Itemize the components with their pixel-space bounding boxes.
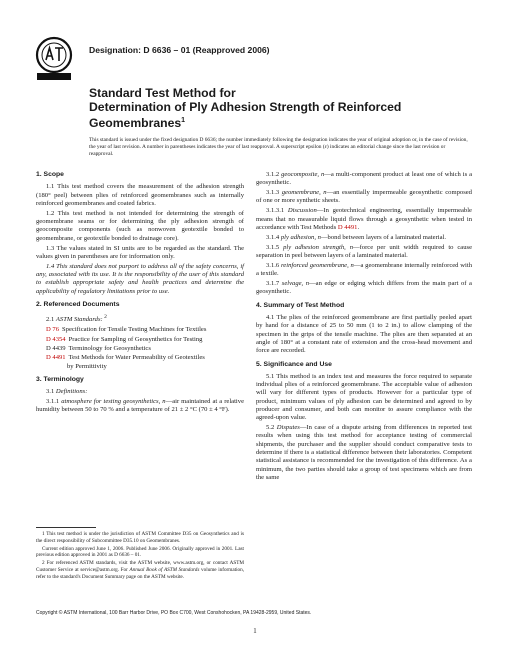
para-3-1-1-term: atmosphere for testing geosynthetics, n [61, 397, 166, 405]
reference-code-link[interactable]: D 4354 [46, 335, 66, 343]
footnote-2 [36, 560, 244, 580]
reference-item [46, 354, 244, 371]
para-3-1-6-text: —a geomembrane internally reinforced with a textile. [256, 261, 472, 278]
para-3-1-num: 3.1 [46, 388, 56, 396]
left-column [36, 171, 244, 416]
para-3-1-7 [256, 280, 472, 297]
para-3-1-3-1-end: . [357, 223, 360, 231]
para-3-1-3-term: geomembrane, n [281, 189, 327, 197]
footnote-2-a: 2 For referenced ASTM standards, visit the ASTM website, www.astm.org, or contact ASTM Customer Service at service@astm.org. For [36, 560, 244, 573]
reference-item [46, 345, 244, 353]
para-4-1: 4.1 The plies of the reinforced geomembrane are first partially peeled apart by hand for a distance of 25 to 50 mm (1 to 2 in.) to allow clamping of the specimen in the grips of the tensile machine. The plies are then separated at an angle of 180° at a constant rate of extension and the cross-head movement and force are recorded. [256, 314, 472, 355]
para-1-4 [36, 263, 244, 296]
footnote-1-edition: Current edition approved June 1, 2006. Published June 2006. Originally approved in 2001. Last previous edition approved in 2001 as D 6636 – 01. [36, 545, 244, 559]
reference-title: Specification for Tensile Testing Machines for Textiles [62, 326, 207, 334]
para-5-2-num: 5.2 [266, 424, 277, 432]
section-terminology-heading: 3. Terminology [36, 375, 84, 383]
para-3-1-1 [36, 398, 244, 415]
section-referenced-documents-heading: 2. Referenced Documents [36, 300, 120, 308]
title-footnote-mark: 1 [181, 117, 186, 124]
reference-code-link[interactable]: D 4491 [46, 354, 66, 362]
para-3-1-3 [256, 189, 472, 206]
reference-title: Test Methods for Water Permeability of Geotextiles [68, 354, 205, 362]
para-3-1-4-num: 3.1.4 [266, 233, 281, 241]
reference-item [46, 336, 244, 344]
title-line-1: Standard Test Method for [89, 86, 236, 100]
para-1-1: 1.1 This test method covers the measurement of the adhesion strength (180° peel) between plies of reinforced geomembranes such as internally reinforced geomembranes and coated fabrics. [36, 183, 244, 207]
para-3-1-7-term: selvage, n [281, 280, 310, 288]
para-2-1-label: ASTM Standards: [55, 316, 103, 324]
copyright-notice: Copyright © ASTM International, 100 Barr Harbor Drive, PO Box C700, West Conshohocken, PA 19428-2959, United States. [36, 610, 312, 616]
para-3-1-2-term: geocomposite, n [281, 171, 325, 178]
para-3-1-3-text: —an essentially impermeable geosynthetic composed of one or more synthetic sheets. [256, 189, 472, 205]
para-3-1-4 [256, 234, 472, 242]
astm-logo [34, 36, 74, 82]
designation: Designation: D 6636 – 01 (Reapproved 2006) [89, 45, 270, 55]
para-1-4-text: 1.4 This standard does not purport to address all of the safety concerns, if any, associated with its use. It is the responsibility of the user of this standard to establish appropriate safety and health practices and determine the applicability of regulatory limitations prior to use. [36, 262, 244, 295]
para-3-1-2 [256, 171, 472, 188]
reference-title-continued: by Permittivity [67, 362, 107, 370]
para-3-1-5-text: —force per unit width required to cause separation in peel between layers of a laminated material. [256, 243, 472, 260]
para-3-1-6-term: reinforced geomembrane, n [280, 261, 354, 269]
para-3-1-5 [256, 244, 472, 261]
para-3-1-3-1-text: —In geotechnical engineering, essentially impermeable means that no measurable liquid flows through a geosynthetic when tested in accordance with Test Methods [256, 207, 472, 231]
para-2-1-num: 2.1 [46, 316, 56, 324]
footnotes [36, 531, 244, 582]
section-scope-heading: 1. Scope [36, 171, 64, 178]
para-3-1 [36, 388, 244, 396]
reference-link-d4491[interactable]: D 4491 [337, 223, 358, 231]
para-3-1-1-num: 3.1.1 [46, 397, 62, 405]
para-5-2 [256, 424, 472, 482]
para-3-1-5-num: 3.1.5 [266, 243, 284, 251]
para-3-1-2-num: 3.1.2 [266, 171, 282, 178]
para-3-1-3-1 [256, 207, 472, 232]
para-3-1-7-text: —an edge or edging which differs from the main part of a geosynthetic. [256, 280, 472, 296]
para-3-1-4-term: ply adhesion, n [280, 233, 321, 241]
right-column [256, 171, 472, 484]
para-5-2-term: Disputes [276, 424, 300, 432]
para-3-1-2-text: —a multi-component product at least one of which is a geosynthetic. [256, 171, 472, 187]
para-5-2-text: —In case of a dispute arising from differences in reported test results when using this test method for acceptance testing of commercial shipments, the purchaser and the supplier should conduct comparative tests to determine if there is a statistical difference between their laboratories. Competent statistical assistance is recommended for the investigation of this difference. As a minimum, the two parties should take a group of test specimens which are from the same [256, 424, 472, 481]
footnote-divider [36, 527, 96, 528]
section-summary-heading: 4. Summary of Test Method [256, 301, 345, 309]
footnote-2-italic: Annual Book of ASTM Standards [129, 566, 200, 573]
document-title [89, 86, 469, 130]
reference-item [46, 326, 244, 334]
para-3-1-1-text: —air maintained at a relative humidity between 50 to 70 % and a temperature of 21 ± 2 °C (70 ± 4 °F). [36, 397, 244, 414]
title-line-2: Determination of Ply Adhesion Strength of Reinforced [89, 100, 402, 114]
issuance-note: This standard is issued under the fixed designation D 6636; the number immediately following the designation indicates the year of original adoption or, in the case of revision, the year of last revision. A number in parentheses indicates the year of last reapproval. A superscript epsilon (ε) indicates an editorial change since the last revision or reapproval. [89, 137, 468, 157]
para-2-1 [36, 313, 244, 324]
para-5-1: 5.1 This method is an index test and measures the force required to separate individual plies of a reinforced geomembrane. The acceptable value of adhesion will vary for different types of products. However for a particular type of product, minimum values of ply adhesion can be determined and agreed to by producer and consumer, and both can monitor to assure compliance with the agreed-upon value. [256, 372, 472, 422]
reference-code-link[interactable]: D 76 [46, 326, 60, 334]
page-number: 1 [253, 628, 257, 635]
para-3-1-6 [256, 262, 472, 279]
title-line-3: Geomembranes [89, 116, 182, 131]
footnote-2-b: volume information, refer to the standard's Document Summary page on the ASTM website. [36, 566, 244, 580]
para-1-2: 1.2 This test method is not intended for determining the strength of geomembrane seams or for determining the ply adhesion strength of geocomposite components (such as nonwoven geotextile bonded to geomembrane, or geotextile bonded to drainage core). [36, 209, 244, 242]
para-3-1-3-1-term: Discussion [287, 207, 317, 215]
section-significance-heading: 5. Significance and Use [256, 360, 332, 368]
para-3-1-label: Definitions: [55, 388, 88, 396]
footnote-1: 1 This test method is under the jurisdiction of ASTM Committee D35 on Geosynthetics and is the direct responsibility of Subcommittee D35.10 on Geomembranes. [36, 531, 244, 544]
reference-title: Practice for Sampling of Geosynthetics for Testing [68, 335, 203, 343]
reference-code: D 4439 [46, 344, 66, 352]
para-3-1-4-text: —bond between layers of a laminated material. [320, 233, 447, 241]
para-3-1-3-num: 3.1.3 [266, 189, 282, 197]
para-3-1-3-1-num: 3.1.3.1 [266, 207, 288, 215]
reference-title: Terminology for Geosynthetics [68, 344, 151, 352]
para-3-1-7-num: 3.1.7 [266, 280, 282, 288]
para-2-1-mark: 2 [102, 314, 107, 321]
para-1-3: 1.3 The values stated in SI units are to be regarded as the standard. The values given in parentheses are for information only. [36, 244, 244, 260]
para-3-1-6-num: 3.1.6 [266, 261, 281, 269]
para-3-1-5-term: ply adhesion strength, n [283, 243, 353, 251]
